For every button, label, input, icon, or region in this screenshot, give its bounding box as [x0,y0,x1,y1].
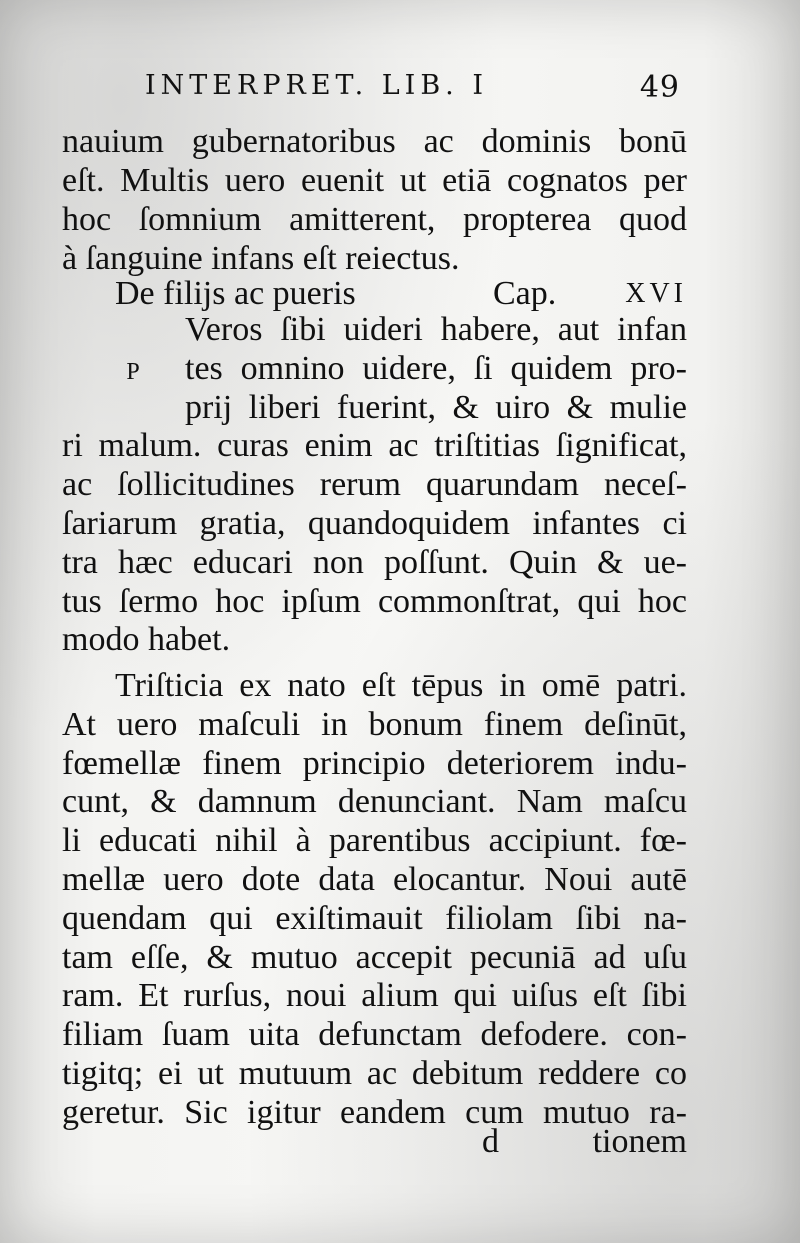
text-line: ri malum. curas enim ac triſtitias ſignificat, [62,427,687,464]
text-line: At uero maſculi in bonum finem deſinūt, [62,706,687,743]
text-line: ac ſollicitudines rerum quarundam neceſ- [62,466,687,503]
text-line: tam eſſe, & mutuo accepit pecuniā ad uſu [62,939,687,976]
text-line: tus ſermo hoc ipſum commonſtrat, qui hoc [62,583,687,620]
text-line: tra hæc educari non poſſunt. Quin & ue- [62,544,687,581]
catchword: tionem [592,1123,687,1160]
initial-letter: P [126,359,140,385]
text-line: mellæ uero dote data elocantur. Noui autē [62,861,687,898]
text-line: fœmellæ finem principio deteriorem indu- [62,745,687,782]
signature-mark: d [482,1123,499,1160]
running-title: INTERPRET. LIB. I [145,70,489,101]
text-line: hoc ſomnium amitterent, propterea quod [62,201,687,238]
running-header [145,70,680,106]
text-line: ſariarum gratia, quandoquidem infantes ci [62,505,687,542]
text-line: Triſticia ex nato eſt tēpus in omē patri. [115,667,687,704]
page-number: 49 [639,70,680,105]
text-line: nauium gubernatoribus ac dominis bonū [62,123,687,160]
text-line: prij liberi fuerint, & uiro & mulie [185,389,687,426]
chapter-number: XVI [625,278,687,309]
text-line: filiam ſuam uita defunctam defodere. con- [62,1016,687,1053]
text-line: ram. Et rurſus, noui alium qui uiſus eſt ſibi [62,977,687,1014]
text-line: tes omnino uidere, ſi quidem pro- [185,350,687,387]
chapter-title: De filijs ac pueris [115,275,356,312]
text-line: li educati nihil à parentibus accipiunt. fœ- [62,822,687,859]
chapter-cap-label: Cap. [493,275,557,312]
text-line: cunt, & damnum denunciant. Nam maſcu [62,783,687,820]
text-line: geretur. Sic igitur eandem cum mutuo ra- [62,1094,687,1131]
text-line: tigitq; ei ut mutuum ac debitum reddere co [62,1055,687,1092]
text-line: quendam qui exiſtimauit filiolam ſibi na- [62,900,687,937]
text-line: Veros ſibi uideri habere, aut infan [185,311,687,348]
text-line: à ſanguine infans eſt reiectus. [62,240,460,277]
text-line: modo habet. [62,621,231,658]
text-line: eſt. Multis uero euenit ut etiā cognatos per [62,162,687,199]
